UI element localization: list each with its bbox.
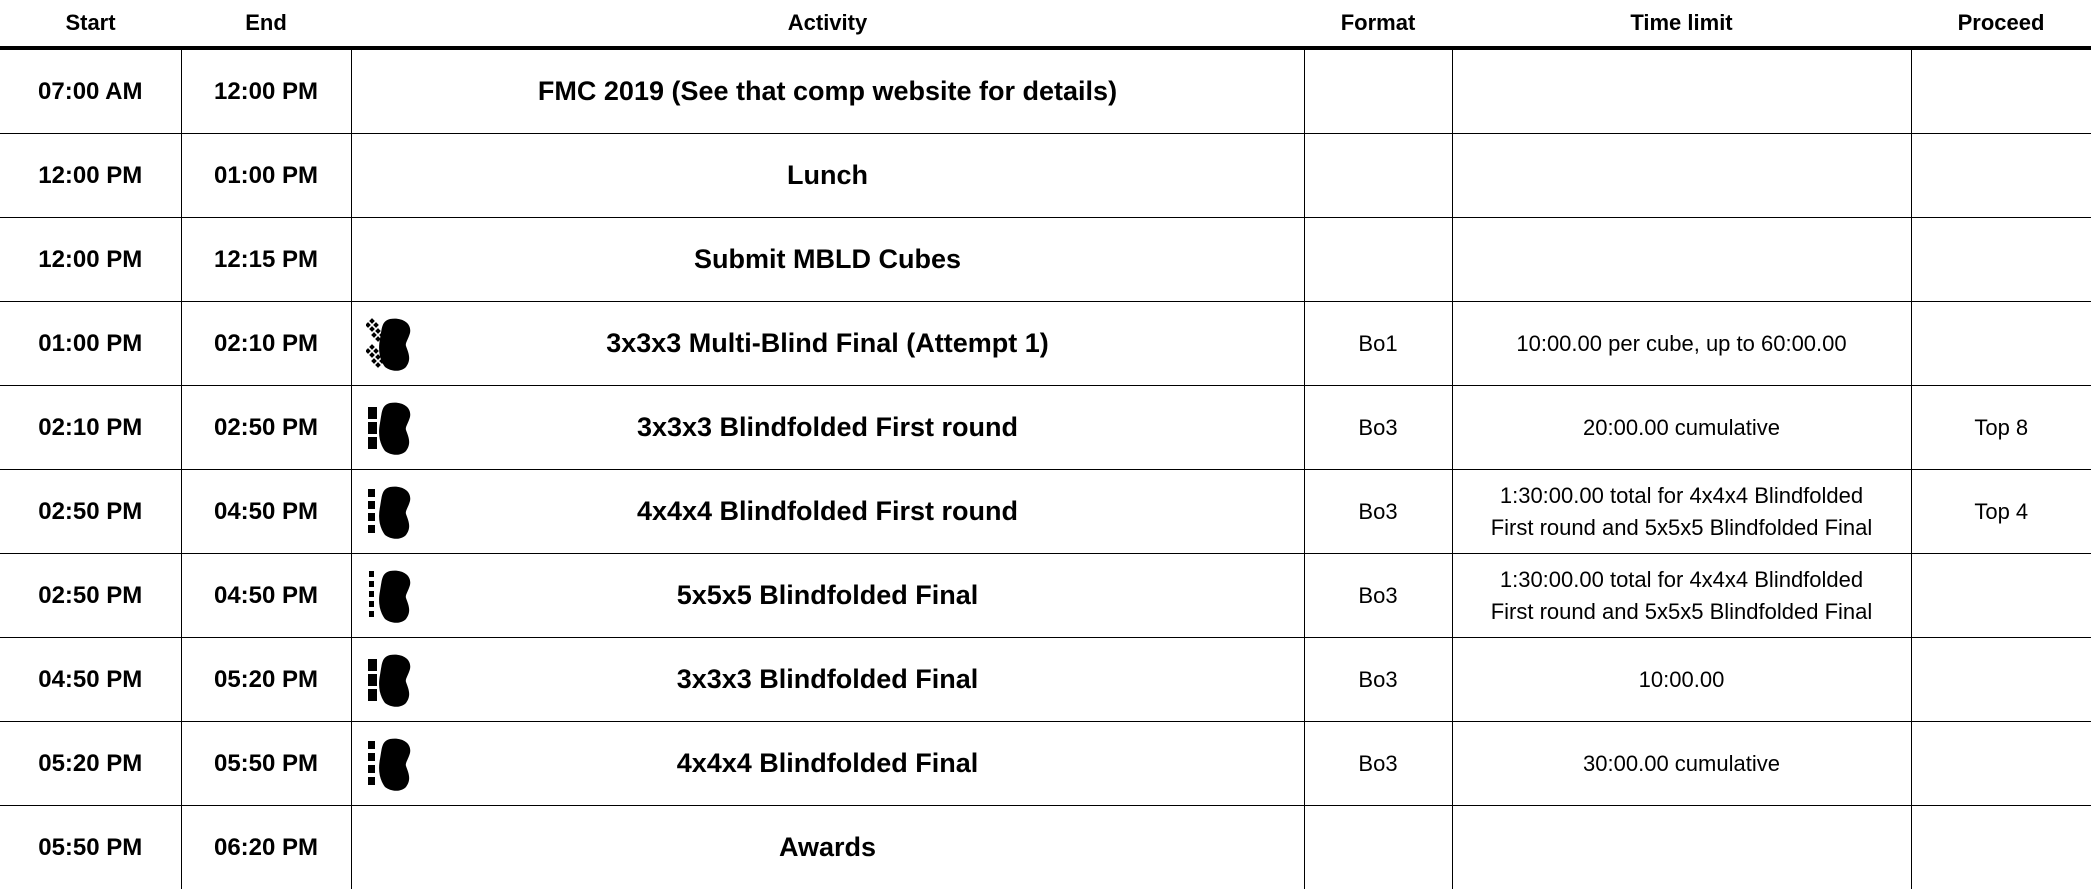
activity-cell: [351, 806, 1304, 890]
end-time-cell: 04:50 PM: [181, 554, 351, 638]
proceed-cell: [1911, 722, 2091, 806]
activity-name: 3x3x3 Multi-Blind Final (Attempt 1): [606, 328, 1049, 358]
activity-cell: [351, 638, 1304, 722]
4bld-icon: [366, 735, 412, 793]
time-limit-line: 1:30:00.00 total for 4x4x4 Blindfolded: [1499, 482, 1864, 508]
table-row: [0, 806, 2091, 890]
start-time-cell: 04:50 PM: [0, 638, 181, 722]
time-limit-cell: [1452, 386, 1911, 470]
table-row: [0, 218, 2091, 302]
table-row: [0, 386, 2091, 470]
time-limit-line: First round and 5x5x5 Blindfolded Final: [1490, 514, 1873, 540]
header-row: [0, 0, 2091, 48]
time-limit-line: 30:00.00 cumulative: [1583, 750, 1780, 776]
time-limit-cell: [1452, 554, 1911, 638]
table-row: [0, 48, 2091, 134]
end-time-cell: 12:00 PM: [181, 48, 351, 134]
start-time-cell: 05:20 PM: [0, 722, 181, 806]
time-limit-cell: [1452, 48, 1911, 134]
format-cell: [1304, 806, 1452, 890]
proceed-cell: [1911, 218, 2091, 302]
end-time-cell: 06:20 PM: [181, 806, 351, 890]
end-time-cell: 05:20 PM: [181, 638, 351, 722]
5bld-icon: [366, 567, 412, 625]
proceed-cell: [1911, 302, 2091, 386]
activity-name: 5x5x5 Blindfolded Final: [676, 580, 979, 610]
proceed-cell: [1911, 554, 2091, 638]
activity-cell: [351, 218, 1304, 302]
activity-cell: [351, 134, 1304, 218]
table-row: [0, 470, 2091, 554]
table-row: [0, 638, 2091, 722]
format-cell: [1304, 48, 1452, 134]
table-row: [0, 554, 2091, 638]
end-time-cell: 04:50 PM: [181, 470, 351, 554]
end-time-cell: 02:50 PM: [181, 386, 351, 470]
activity-name: 3x3x3 Blindfolded Final: [676, 664, 979, 694]
time-limit-cell: [1452, 806, 1911, 890]
start-time-cell: 07:00 AM: [0, 48, 181, 134]
table-row: [0, 302, 2091, 386]
end-time-cell: 02:10 PM: [181, 302, 351, 386]
3bld-icon: [366, 399, 412, 457]
end-time-cell: 01:00 PM: [181, 134, 351, 218]
start-time-cell: 01:00 PM: [0, 302, 181, 386]
proceed-cell: [1911, 48, 2091, 134]
format-cell: Bo3: [1304, 638, 1452, 722]
format-cell: Bo1: [1304, 302, 1452, 386]
format-cell: [1304, 134, 1452, 218]
time-limit-cell: [1452, 218, 1911, 302]
3bld-icon: [366, 651, 412, 709]
header-activity: Activity: [351, 0, 1304, 48]
activity-name: 4x4x4 Blindfolded First round: [636, 496, 1019, 526]
header-format: Format: [1304, 0, 1452, 48]
time-limit-line: 10:00.00: [1638, 666, 1725, 692]
schedule-body: [0, 48, 2091, 889]
time-limit-cell: [1452, 638, 1911, 722]
table-row: [0, 722, 2091, 806]
header-proceed: Proceed: [1911, 0, 2091, 48]
activity-cell: [351, 554, 1304, 638]
time-limit-line: 1:30:00.00 total for 4x4x4 Blindfolded: [1499, 566, 1864, 592]
format-cell: [1304, 218, 1452, 302]
time-limit-cell: [1452, 470, 1911, 554]
time-limit-line: First round and 5x5x5 Blindfolded Final: [1490, 598, 1873, 624]
format-cell: Bo3: [1304, 554, 1452, 638]
header-start: Start: [0, 0, 181, 48]
start-time-cell: 05:50 PM: [0, 806, 181, 890]
activity-cell: [351, 48, 1304, 134]
time-limit-line: 10:00.00 per cube, up to 60:00.00: [1516, 330, 1847, 356]
start-time-cell: 02:50 PM: [0, 554, 181, 638]
activity-cell: [351, 302, 1304, 386]
activity-cell: [351, 722, 1304, 806]
proceed-cell: [1911, 638, 2091, 722]
4bld-icon: [366, 483, 412, 541]
time-limit-line: 20:00.00 cumulative: [1583, 414, 1780, 440]
activity-cell: [351, 470, 1304, 554]
format-cell: Bo3: [1304, 722, 1452, 806]
activity-name: Submit MBLD Cubes: [694, 244, 961, 274]
activity-name: 4x4x4 Blindfolded Final: [676, 748, 979, 778]
activity-name: FMC 2019 (See that comp website for details): [537, 76, 1118, 106]
activity-name: 3x3x3 Blindfolded First round: [636, 412, 1019, 442]
proceed-cell: [1911, 806, 2091, 890]
multi-blind-icon: [366, 315, 412, 373]
header-end: End: [181, 0, 351, 48]
start-time-cell: 12:00 PM: [0, 134, 181, 218]
end-time-cell: 12:15 PM: [181, 218, 351, 302]
header-time-limit: Time limit: [1452, 0, 1911, 48]
time-limit-cell: [1452, 134, 1911, 218]
activity-name: Lunch: [787, 160, 868, 190]
start-time-cell: 12:00 PM: [0, 218, 181, 302]
start-time-cell: 02:50 PM: [0, 470, 181, 554]
proceed-cell: Top 4: [1911, 470, 2091, 554]
format-cell: Bo3: [1304, 386, 1452, 470]
end-time-cell: 05:50 PM: [181, 722, 351, 806]
activity-cell: [351, 386, 1304, 470]
proceed-cell: Top 8: [1911, 386, 2091, 470]
time-limit-cell: [1452, 302, 1911, 386]
start-time-cell: 02:10 PM: [0, 386, 181, 470]
proceed-cell: [1911, 134, 2091, 218]
activity-name: Awards: [778, 832, 877, 862]
table-row: [0, 134, 2091, 218]
format-cell: Bo3: [1304, 470, 1452, 554]
time-limit-cell: [1452, 722, 1911, 806]
